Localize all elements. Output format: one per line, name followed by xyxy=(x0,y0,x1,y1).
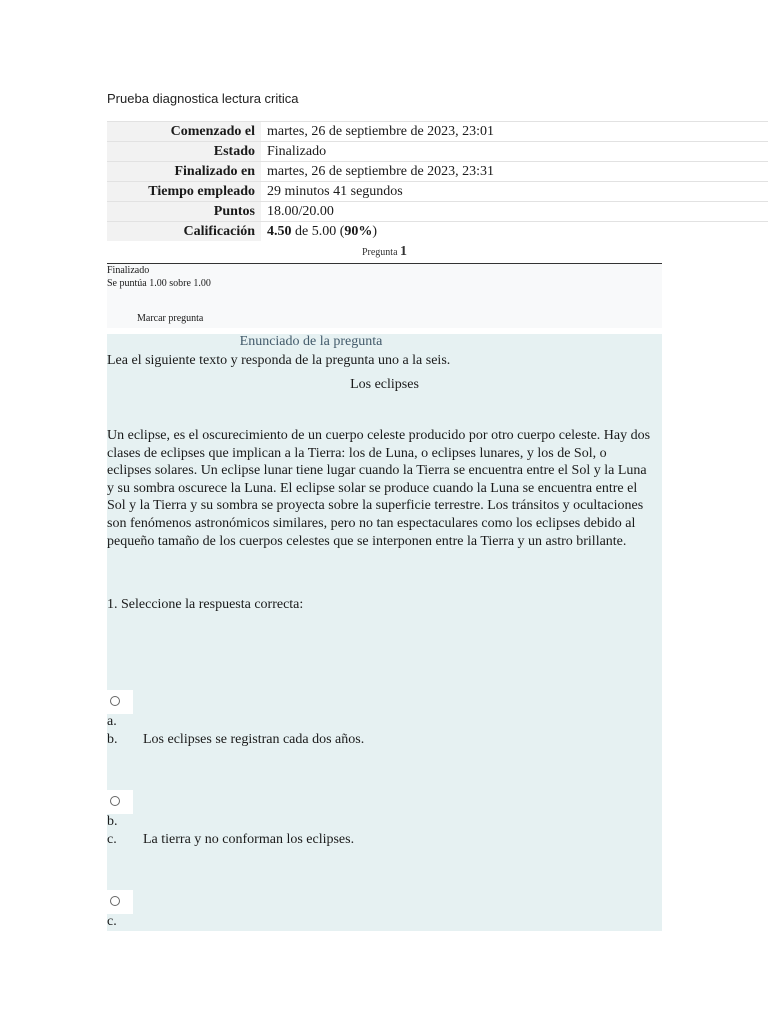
radio-icon xyxy=(110,796,120,806)
radio-icon xyxy=(110,896,120,906)
question-prompt: 1. Seleccione la respuesta correcta: xyxy=(107,597,304,612)
flag-question-link[interactable]: Marcar pregunta xyxy=(137,313,204,324)
option-text-letter: c. xyxy=(107,832,117,847)
passage-title: Los eclipses xyxy=(350,377,419,392)
summary-row-points xyxy=(107,202,768,222)
passage-text: Un eclipse, es el oscurecimiento de un cuerpo celeste producido por otro cuerpo celeste. Hay dos clases de eclipses que implican a la Tierra: los de Luna, o eclipses lunares, y los de Sol, o eclipses solares. Un eclipse lunar tiene lugar cuando la Tierra se encuentra entre el Sol y la Luna y su sombra oscurece la Luna. El eclipse solar se produce cuando la Luna se encuentra entre el Sol y la Tierra y su sombra se proyecta sobre la superficie terrestre. Los tránsitos y ocultaciones son fenómenos astronómicos similares, pero no tan espectaculares como los eclipses debido al pequeño tamaño de los cuerpos celestes que se interponen entre la Tierra y un astro brillante. xyxy=(107,428,651,549)
option-c-radio[interactable] xyxy=(107,890,133,914)
question-info xyxy=(107,263,662,328)
option-a-radio[interactable] xyxy=(107,690,133,714)
summary-row-state xyxy=(107,142,768,162)
grade-of: de 5.00 ( xyxy=(291,224,345,239)
question-number xyxy=(107,244,662,260)
summary-label: Finalizado en xyxy=(107,162,261,182)
option-a-text xyxy=(107,732,364,748)
grade-close: ) xyxy=(372,224,378,239)
question-state: Finalizado xyxy=(107,265,150,276)
grade-percent: 90% xyxy=(344,224,373,239)
grade-score: 4.50 xyxy=(267,224,292,239)
option-b-letter: b. xyxy=(107,814,118,829)
radio-icon xyxy=(110,696,120,706)
summary-value: martes, 26 de septiembre de 2023, 23:31 xyxy=(261,162,768,182)
summary-value xyxy=(261,222,768,242)
option-b-text xyxy=(107,832,354,848)
option-c-letter: c. xyxy=(107,914,117,929)
summary-row-time xyxy=(107,182,768,202)
question-label: Pregunta xyxy=(361,247,398,258)
summary-value: 18.00/20.00 xyxy=(261,202,768,222)
option-text-body: Los eclipses se registran cada dos años. xyxy=(143,732,365,747)
option-text-body: La tierra y no conforman los eclipses. xyxy=(143,832,355,847)
question-number-value: 1 xyxy=(400,244,408,259)
question-content xyxy=(107,334,662,931)
attempt-summary-table xyxy=(107,121,768,241)
question-grade: Se puntúa 1.00 sobre 1.00 xyxy=(107,278,211,289)
question-heading: Enunciado de la pregunta xyxy=(239,334,383,349)
document-title: Prueba diagnostica lectura critica xyxy=(107,91,299,106)
summary-value: Finalizado xyxy=(261,142,768,162)
summary-row-grade xyxy=(107,222,768,242)
option-b-radio[interactable] xyxy=(107,790,133,814)
summary-label: Puntos xyxy=(107,202,261,222)
summary-value: martes, 26 de septiembre de 2023, 23:01 xyxy=(261,122,768,142)
option-text-letter: b. xyxy=(107,732,118,747)
summary-label: Estado xyxy=(107,142,261,162)
summary-row-finished xyxy=(107,162,768,182)
summary-label: Calificación xyxy=(107,222,261,242)
summary-row-started xyxy=(107,122,768,142)
question-intro: Lea el siguiente texto y responda de la pregunta uno a la seis. xyxy=(107,353,451,368)
option-a-letter: a. xyxy=(107,714,117,729)
summary-value: 29 minutos 41 segundos xyxy=(261,182,768,202)
summary-label: Comenzado el xyxy=(107,122,261,142)
summary-label: Tiempo empleado xyxy=(107,182,261,202)
